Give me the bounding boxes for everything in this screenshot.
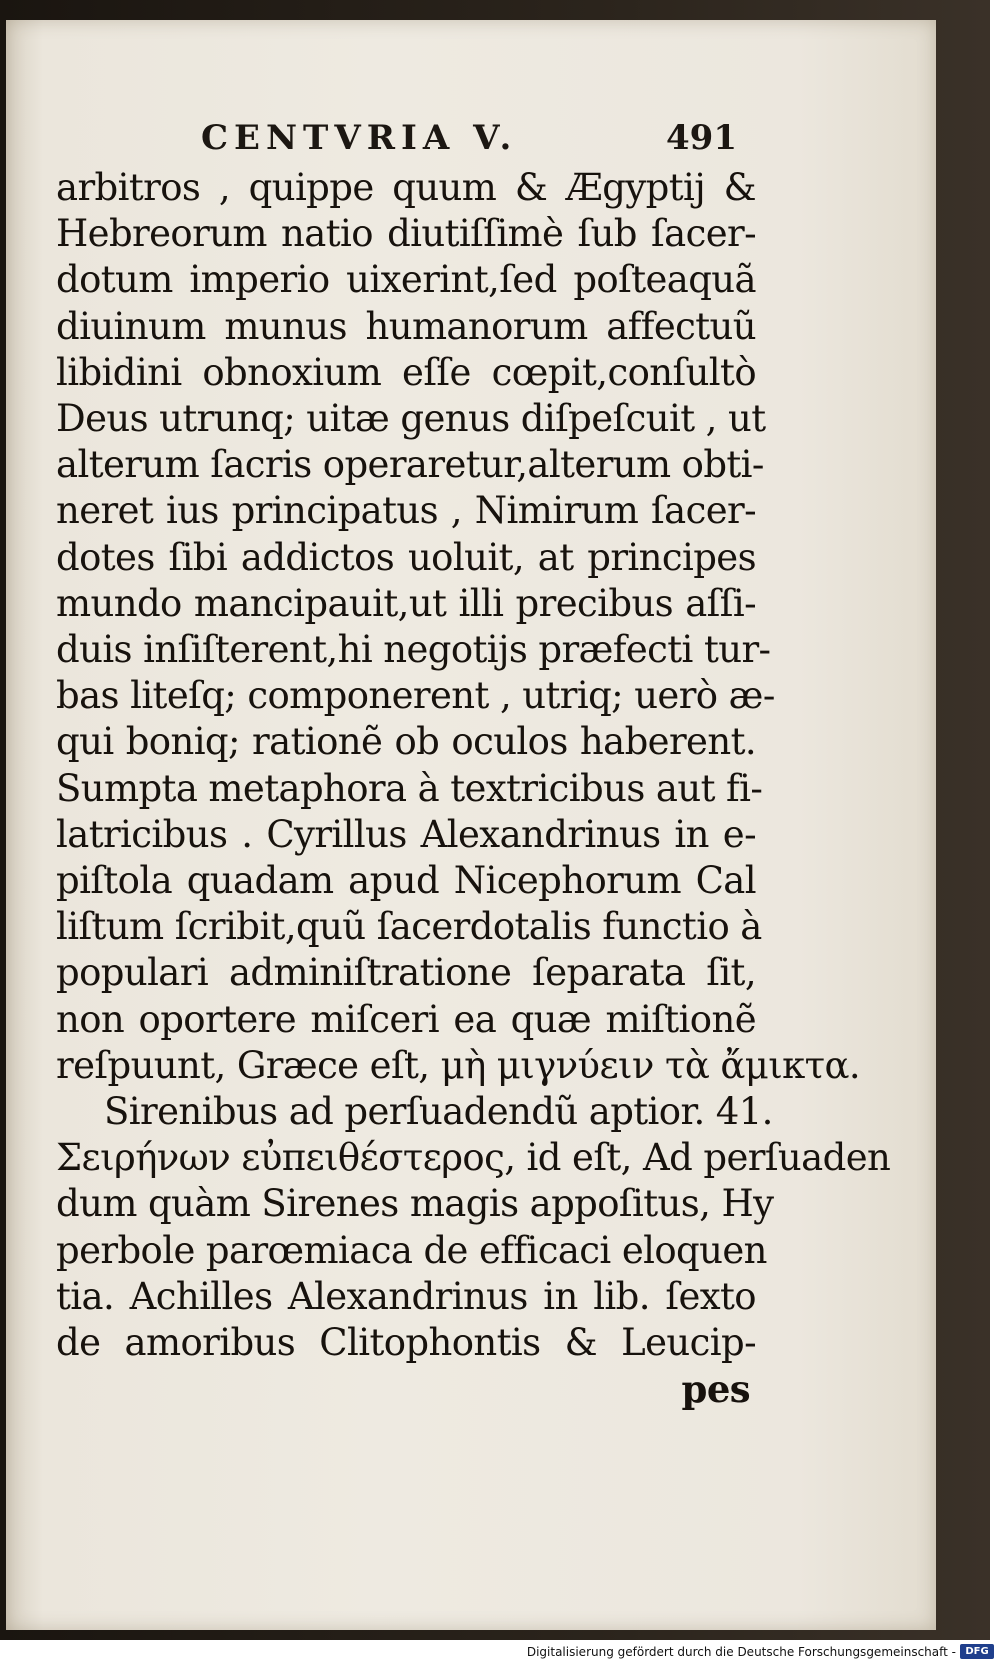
digitization-footer [0,1640,1000,1664]
text-line: Σειρήνων εὐπειθέστερος, id eſt, Ad perſuaden [56,1136,891,1180]
catchword: pes [681,1367,750,1412]
text-line: liſtum ſcribit,quũ ſacerdotalis functio à [56,905,762,949]
body-text [56,165,891,1412]
text-line: libidini obnoxium eſſe cœpit,conſultò [56,350,756,394]
text-line: piſtola quadam apud Nicephorum Cal [56,859,756,903]
text-line: de amoribus Clitophontis & Leucip- [56,1321,756,1365]
page-header [6,108,936,168]
text-line: arbitros , quippe quum & Ægyptij & [56,166,756,209]
text-line: alterum ſacris operaretur,alterum obti- [56,443,764,487]
running-head: CENTVRIA V. [201,118,518,158]
text-line: populari adminiſtratione ſeparata ſit, [56,951,756,995]
text-line: reſpuunt, Græce eſt, μὴ μιγνύειν τὰ ἄμικτα. [56,1043,861,1087]
text-line: diuinum munus humanorum affectuũ [56,304,756,348]
text-line: non oportere miſceri ea quæ miſtionẽ [56,997,756,1041]
page-number: 491 [666,118,737,158]
text-line: perbole parœmiaca de efficaci eloquen [56,1228,767,1272]
text-line: dotes ſibi addictos uoluit, at principes [56,535,756,579]
text-line: tia. Achilles Alexandrinus in lib. ſexto [56,1274,756,1318]
text-line: dum quàm Sirenes magis appoſitus, Hy [56,1182,774,1226]
text-line: Sirenibus ad perſuadendũ aptior. 41. [104,1090,773,1134]
text-line: bas liteſq; componerent , utriq; uerò æ- [56,674,775,718]
text-line: dotum imperio uixerint,ſed poſteaquã [56,258,756,302]
digitization-note: Digitalisierung gefördert durch die Deutsche Forschungsgemeinschaft - [526,1645,956,1659]
text-line: Hebreorum natio diutiſſimè ſub ſacer- [56,212,756,256]
text-line: neret ius principatus , Nimirum ſacer- [56,489,756,533]
book-page [6,20,936,1630]
text-line: duis inſiſterent,hi negotijs præfecti tur- [56,628,771,672]
text-line: Deus utrunq; uitæ genus diſpeſcuit , ut [56,397,766,441]
text-line: latricibus . Cyrillus Alexandrinus in e- [56,812,756,856]
dfg-logo: DFG [960,1644,994,1659]
text-line: qui boniq; rationẽ ob oculos haberent. [56,720,756,764]
text-line: Sumpta metaphora à textricibus aut fi- [56,766,763,810]
text-line: mundo mancipauit,ut illi precibus aſſi- [56,581,756,625]
